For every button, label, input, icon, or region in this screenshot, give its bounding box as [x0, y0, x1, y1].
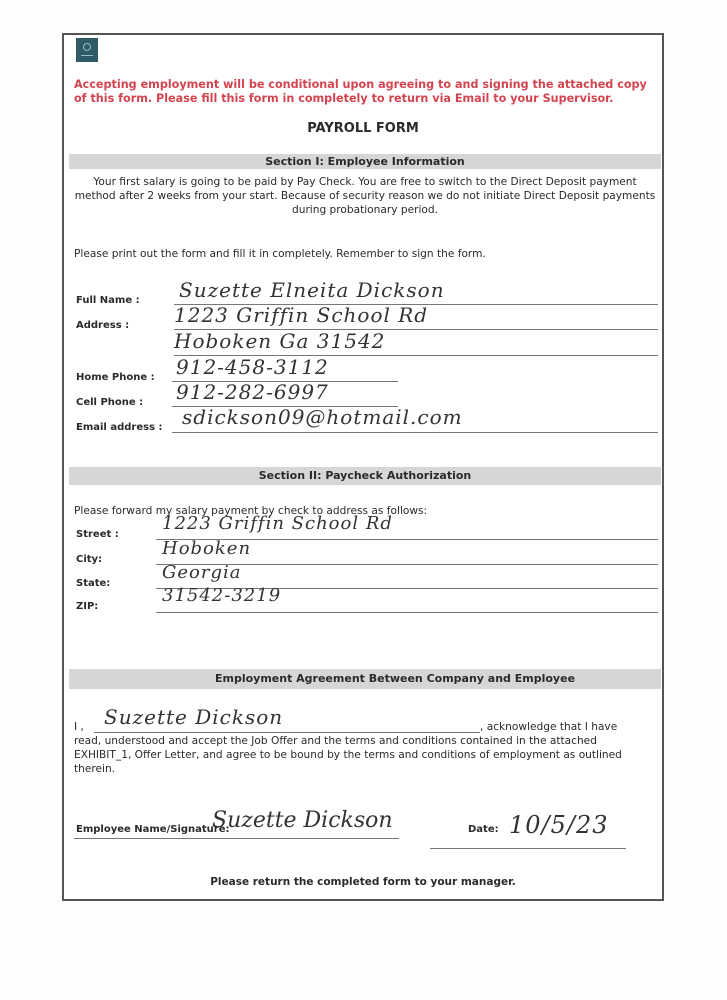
- company-logo: [76, 38, 98, 62]
- form-title: PAYROLL FORM: [307, 121, 419, 136]
- agreement-name-line: [94, 732, 480, 733]
- address-line1-value[interactable]: 1223 Griffin School Rd: [174, 303, 429, 327]
- state-label: State:: [76, 578, 111, 589]
- section1-header: Section I: Employee Information: [69, 154, 661, 169]
- zip-label: ZIP:: [76, 601, 99, 612]
- street-label: Street :: [76, 529, 119, 540]
- address-label: Address :: [76, 320, 130, 331]
- home-phone-label: Home Phone :: [76, 372, 155, 383]
- logo-emblem-icon: [83, 43, 91, 51]
- section2-header: Section II: Paycheck Authorization: [69, 467, 661, 485]
- signature-value[interactable]: Suzette Dickson: [212, 808, 393, 833]
- agreement-name-value[interactable]: Suzette Dickson: [104, 705, 284, 729]
- date-value[interactable]: 10/5/23: [509, 811, 609, 839]
- agreement-suffix: , acknowledge that I have: [480, 721, 618, 733]
- section1-intro: Your first salary is going to be paid by Pay Check. You are free to switch to the Direct Deposit payment method after 2 weeks from your start. Because of security reason we do not initiate Direct Deposit payments during probationary period.: [74, 176, 656, 216]
- section1-instruction: Please print out the form and fill it in completely. Remember to sign the form.: [74, 248, 486, 260]
- email-value[interactable]: sdickson09@hotmail.com: [182, 405, 463, 429]
- logo-underline: [81, 55, 93, 56]
- employment-notice: Accepting employment will be conditional upon agreeing to and signing the attached copy of this form. Please fill this form in completely to return via Email to your Supervisor.: [74, 78, 647, 105]
- cell-phone-value[interactable]: 912-282-6997: [176, 380, 329, 404]
- footer-note: Please return the completed form to your manager.: [210, 876, 516, 888]
- date-line: [430, 848, 626, 849]
- city-label: City:: [76, 554, 103, 565]
- address-line2-value[interactable]: Hoboken Ga 31542: [174, 329, 386, 353]
- signature-label: Employee Name/Signature:: [76, 824, 230, 835]
- city-value[interactable]: Hoboken: [162, 538, 252, 559]
- state-value[interactable]: Georgia: [162, 562, 242, 583]
- email-label: Email address :: [76, 422, 163, 433]
- agreement-body: read, understood and accept the Job Offer and the terms and conditions contained in the attached EXHIBIT_1, Offer Letter, and agree to be bound by the terms and conditions of employment as outlined therein.: [74, 735, 622, 775]
- zip-line: [156, 612, 658, 613]
- zip-value[interactable]: 31542-3219: [162, 585, 282, 606]
- agreement-header: Employment Agreement Between Company and Employee: [69, 669, 661, 689]
- full-name-value[interactable]: Suzette Elneita Dickson: [179, 278, 445, 302]
- section2-intro: Please forward my salary payment by check to address as follows:: [74, 505, 428, 517]
- home-phone-value[interactable]: 912-458-3112: [176, 355, 329, 379]
- payroll-form: [62, 33, 664, 901]
- date-label: Date:: [468, 824, 499, 835]
- street-value[interactable]: 1223 Griffin School Rd: [162, 513, 393, 534]
- agreement-prefix: I ,: [74, 721, 84, 733]
- email-line: [172, 432, 658, 433]
- signature-line: [74, 838, 399, 839]
- cell-phone-label: Cell Phone :: [76, 397, 144, 408]
- full-name-label: Full Name :: [76, 295, 140, 306]
